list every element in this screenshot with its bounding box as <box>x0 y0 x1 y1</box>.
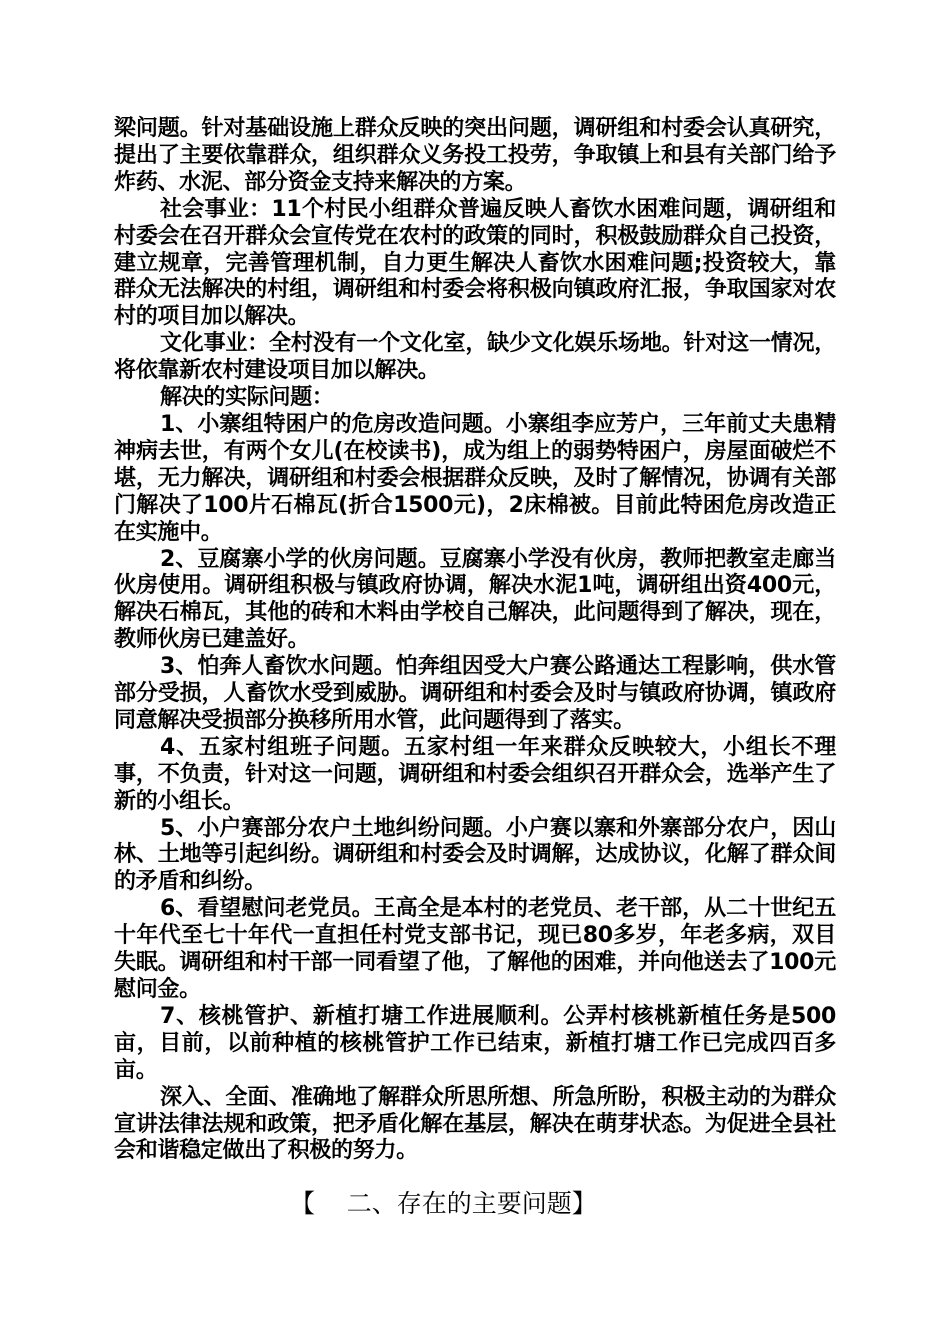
paragraph-item-4: 4、五家村组班子问题。五家村组一年来群众反映较大，小组长不理事，不负责，针对这一问题，调研组和村委会组织召开群众会，选举产生了新的小组长。 <box>114 734 836 814</box>
paragraph-item-1: 1、小寨组特困户的危房改造问题。小寨组李应芳户，三年前丈夫患精神病去世，有两个女儿(在校读书)，成为组上的弱势特困户，房屋面破烂不堪，无力解决，调研组和村委会根据群众反映，及时了解情况，协调有关部门解决了100片石棉瓦(折合1500元)，2床棉被。目前此特困危房改造正在实施中。 <box>114 411 836 545</box>
paragraph-item-3: 3、怕奔人畜饮水问题。怕奔组因受大户赛公路通达工程影响，供水管部分受损，人畜饮水受到威胁。调研组和村委会及时与镇政府协调，镇政府同意解决受损部分换移所用水管，此问题得到了落实。 <box>114 654 836 733</box>
paragraph-social-affairs: 社会事业：11个村民小组群众普遍反映人畜饮水困难问题，调研组和村委会在召开群众会宣传党在农村的政策的同时，积极鼓励群众自己投资，建立规章，完善管理机制，自力更生解决人畜饮水困难问题;投资较大，靠群众无法解决的村组，调研组和村委会将积极向镇政府汇报，争取国家对农村的项目加以解决。 <box>114 196 836 330</box>
paragraph-item-6: 6、看望慰问老党员。王高全是本村的老党员、老干部，从二十世纪五十年代至七十年代一直担任村党支部书记，现已80多岁，年老多病，双目失眠。调研组和村干部一同看望了他，了解他的困难，并向他送去了100元慰问金。 <box>114 896 836 1002</box>
paragraph-cultural-affairs: 文化事业：全村没有一个文化室，缺少文化娱乐场地。针对这一情况，将依靠新农村建设项目加以解决。 <box>114 331 836 384</box>
paragraph-item-5: 5、小户赛部分农户土地纠纷问题。小户赛以寨和外寨部分农户，因山林、土地等引起纠纷。调研组和村委会及时调解，达成协议，化解了群众间的矛盾和纠纷。 <box>114 815 836 895</box>
document-body <box>114 116 836 1165</box>
paragraph-item-2: 2、豆腐寨小学的伙房问题。豆腐寨小学没有伙房，教师把教室走廊当伙房使用。调研组积极与镇政府协调，解决水泥1吨，调研组出资400元，解决石棉瓦，其他的砖和木料由学校自己解决，此问题得到了解决，现在，教师伙房已建盖好。 <box>114 546 836 653</box>
section-heading: 【 二、存在的主要问题】 <box>290 1189 597 1218</box>
paragraph-item-7: 7、核桃管护、新植打塘工作进展顺利。公弄村核桃新植任务是500亩，目前，以前种植的核桃管护工作已结束，新植打塘工作已完成四百多亩。 <box>114 1003 836 1083</box>
paragraph-solved-problems-heading: 解决的实际问题： <box>160 385 334 411</box>
paragraph-summary: 深入、全面、准确地了解群众所思所想、所急所盼，积极主动的为群众宣讲法律法规和政策，把矛盾化解在基层，解决在萌芽状态。为促进全县社会和谐稳定做出了积极的努力。 <box>114 1084 836 1164</box>
paragraph-infrastructure-continued: 梁问题。针对基础设施上群众反映的突出问题，调研组和村委会认真研究，提出了主要依靠群众，组织群众义务投工投劳，争取镇上和县有关部门给予炸药、水泥、部分资金支持来解决的方案。 <box>114 116 836 195</box>
